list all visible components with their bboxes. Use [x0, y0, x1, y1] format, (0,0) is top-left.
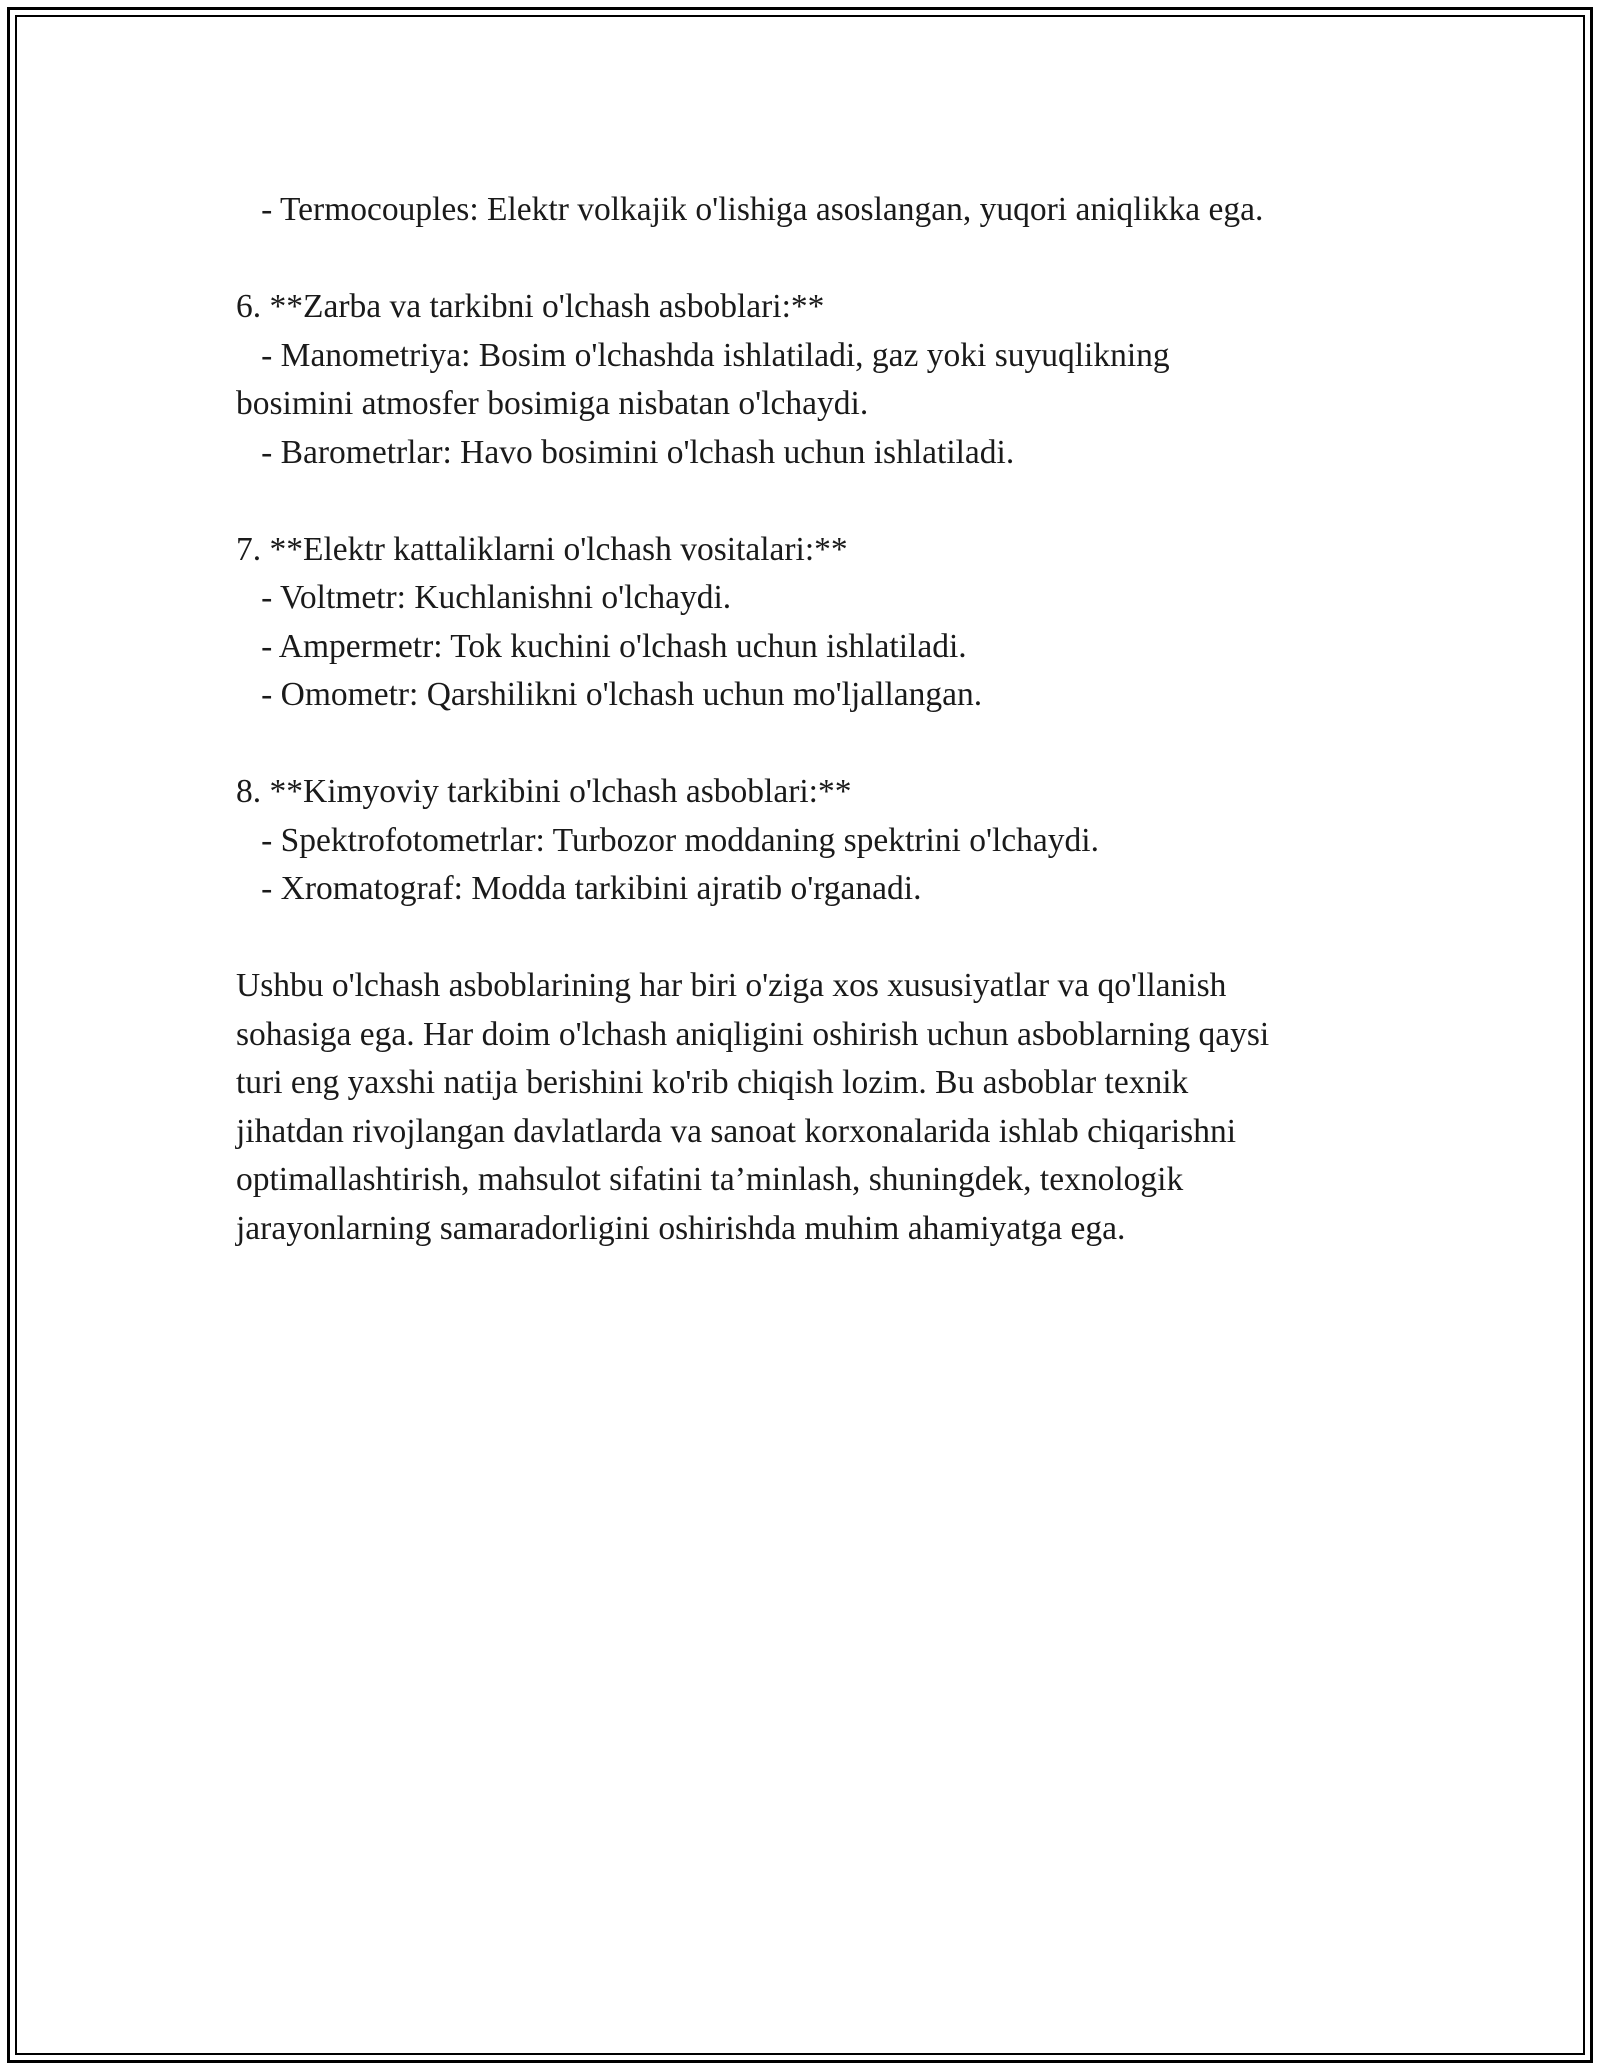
section-heading: 7. **Elektr kattaliklarni o'lchash vositalari:** — [236, 530, 848, 568]
conclusion-paragraph — [236, 962, 1386, 1253]
section-heading: 8. **Kimyoviy tarkibini o'lchash asboblari:** — [236, 773, 852, 810]
spacer — [236, 720, 1386, 769]
list-item-xromatograf: - Xromatograf: Modda tarkibini ajratib o'rganadi. — [236, 870, 922, 907]
list-item-manometriya-continued: bosimini atmosfer bosimiga nisbatan o'lchaydi. — [236, 385, 869, 422]
list-item-spektrofotometrlar: - Spektrofotometrlar: Turbozor moddaning spektrini o'lchaydi. — [236, 821, 1099, 859]
spacer — [236, 235, 1386, 284]
list-item-barometrlar: - Barometrlar: Havo bosimini o'lchash uchun ishlatiladi. — [236, 433, 1015, 471]
list-item-manometriya: - Manometriya: Bosim o'lchashda ishlatiladi, gaz yoki suyuqlikning — [236, 336, 1170, 374]
paragraph-line: Ushbu o'lchash asboblarining har biri o'ziga xos xususiyatlar va qo'llanish — [236, 967, 1227, 1004]
paragraph-line: jarayonlarning samaradorligini oshirishda muhim ahamiyatga ega. — [236, 1209, 1126, 1247]
list-item-termocouples: - Termocouples: Elektr volkajik o'lishiga asoslangan, yuqori aniqlikka ega. — [236, 191, 1264, 228]
document-body — [236, 186, 1386, 1253]
paragraph-line: optimallashtirish, mahsulot sifatini ta’minlash, shuningdek, texnologik — [236, 1161, 1184, 1198]
section-7 — [236, 526, 1386, 720]
paragraph-line: sohasiga ega. Har doim o'lchash aniqligini oshirish uchun asboblarning qaysi — [236, 1015, 1270, 1053]
paragraph-line: turi eng yaxshi natija berishini ko'rib chiqish lozim. Bu asboblar texnik — [236, 1064, 1189, 1101]
section-6 — [236, 283, 1386, 477]
paragraph-line: jihatdan rivojlangan davlatlarda va sanoat korxonalarida ishlab chiqarishni — [236, 1112, 1237, 1150]
list-item-voltmetr: - Voltmetr: Kuchlanishni o'lchaydi. — [236, 579, 732, 616]
spacer — [236, 914, 1386, 963]
section-heading: 6. **Zarba va tarkibni o'lchash asboblari:** — [236, 288, 825, 325]
section-8 — [236, 768, 1386, 914]
spacer — [236, 477, 1386, 526]
list-item-ampermetr: - Ampermetr: Tok kuchini o'lchash uchun ishlatiladi. — [236, 627, 967, 665]
list-item-omometr: - Omometr: Qarshilikni o'lchash uchun mo'ljallangan. — [236, 676, 983, 713]
